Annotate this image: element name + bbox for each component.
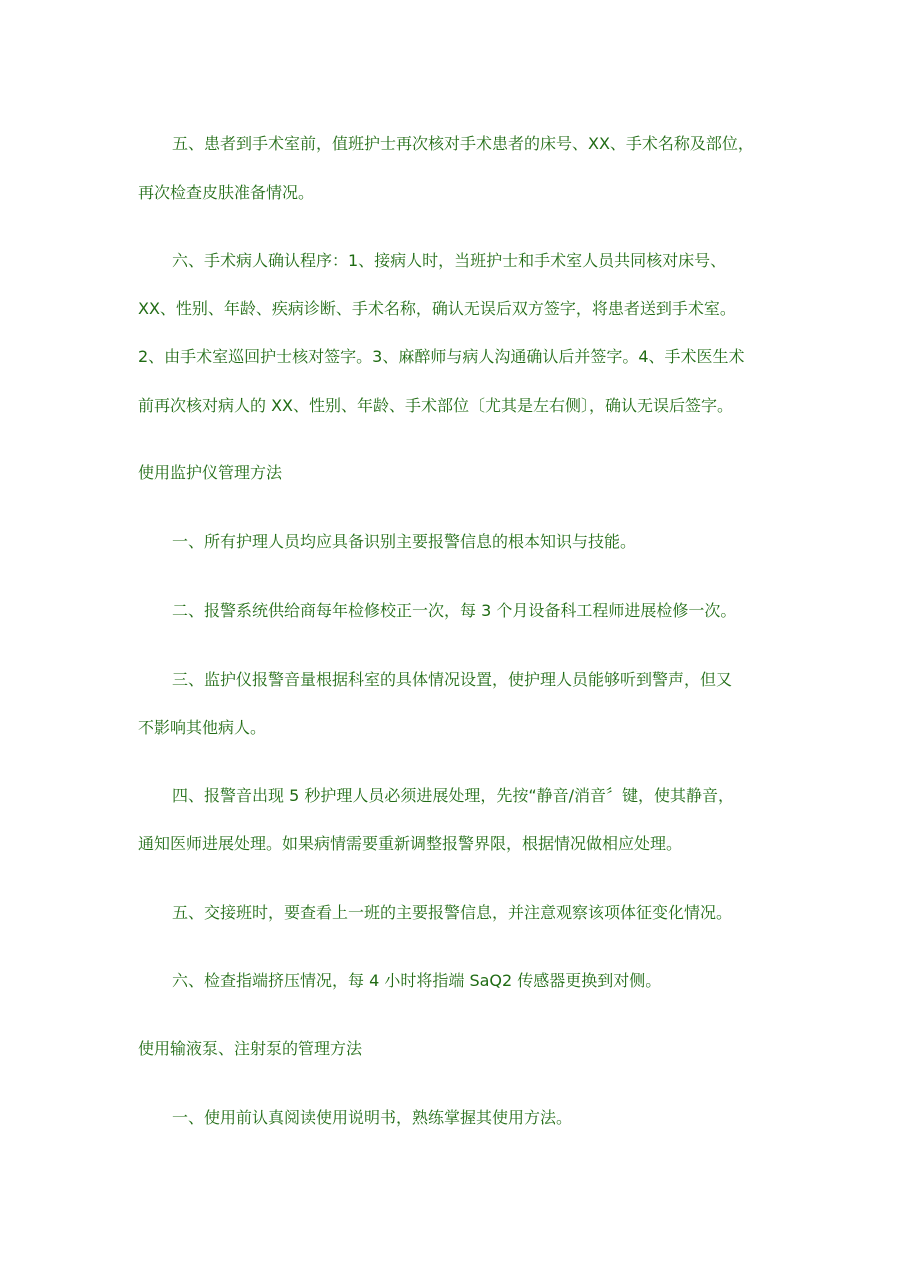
paragraph-line: 二、报警系统供给商每年检修校正一次，每 3 个月设备科工程师进展检修一次。: [172, 601, 737, 620]
paragraph-line: 五、患者到手术室前，值班护士再次核对手术患者的床号、XX、手术名称及部位，: [172, 134, 754, 153]
paragraph-line: 六、手术病人确认程序：1、接病人时，当班护士和手术室人员共同核对床号、: [172, 251, 727, 270]
paragraph-line: 2、由手术室巡回护士核对签字。3、麻醉师与病人沟通确认后并签字。4、手术医生术: [138, 347, 745, 366]
paragraph-line: 再次检查皮肤准备情况。: [138, 183, 315, 202]
section-heading: 使用监护仪管理方法: [138, 463, 283, 482]
paragraph-line: 不影响其他病人。: [138, 718, 267, 737]
paragraph-line: 一、所有护理人员均应具备识别主要报警信息的根本知识与技能。: [172, 532, 637, 551]
paragraph-line: 前再次核对病人的 XX、性别、年龄、手术部位〔尤其是左右侧〕，确认无误后签字。: [138, 396, 734, 415]
paragraph-line: XX、性别、年龄、疾病诊断、手术名称，确认无误后双方签字，将患者送到手术室。: [138, 299, 736, 318]
paragraph-line: 五、交接班时，要查看上一班的主要报警信息，并注意观察该项体征变化情况。: [172, 903, 733, 922]
paragraph-line: 六、检查指端挤压情况，每 4 小时将指端 SaQ2 传感器更换到对侧。: [172, 971, 662, 990]
paragraph-line: 三、监护仪报警音量根据科室的具体情况设置，使护理人员能够听到警声，但又: [172, 670, 733, 689]
paragraph-line: 一、使用前认真阅读使用说明书，熟练掌握其使用方法。: [172, 1108, 573, 1127]
paragraph-line: 四、报警音出现 5 秒护理人员必须进展处理，先按“静音/消音〞键，使其静音，: [172, 786, 735, 805]
section-heading: 使用输液泵、注射泵的管理方法: [138, 1039, 363, 1058]
paragraph-line: 通知医师进展处理。如果病情需要重新调整报警界限，根据情况做相应处理。: [138, 834, 683, 853]
